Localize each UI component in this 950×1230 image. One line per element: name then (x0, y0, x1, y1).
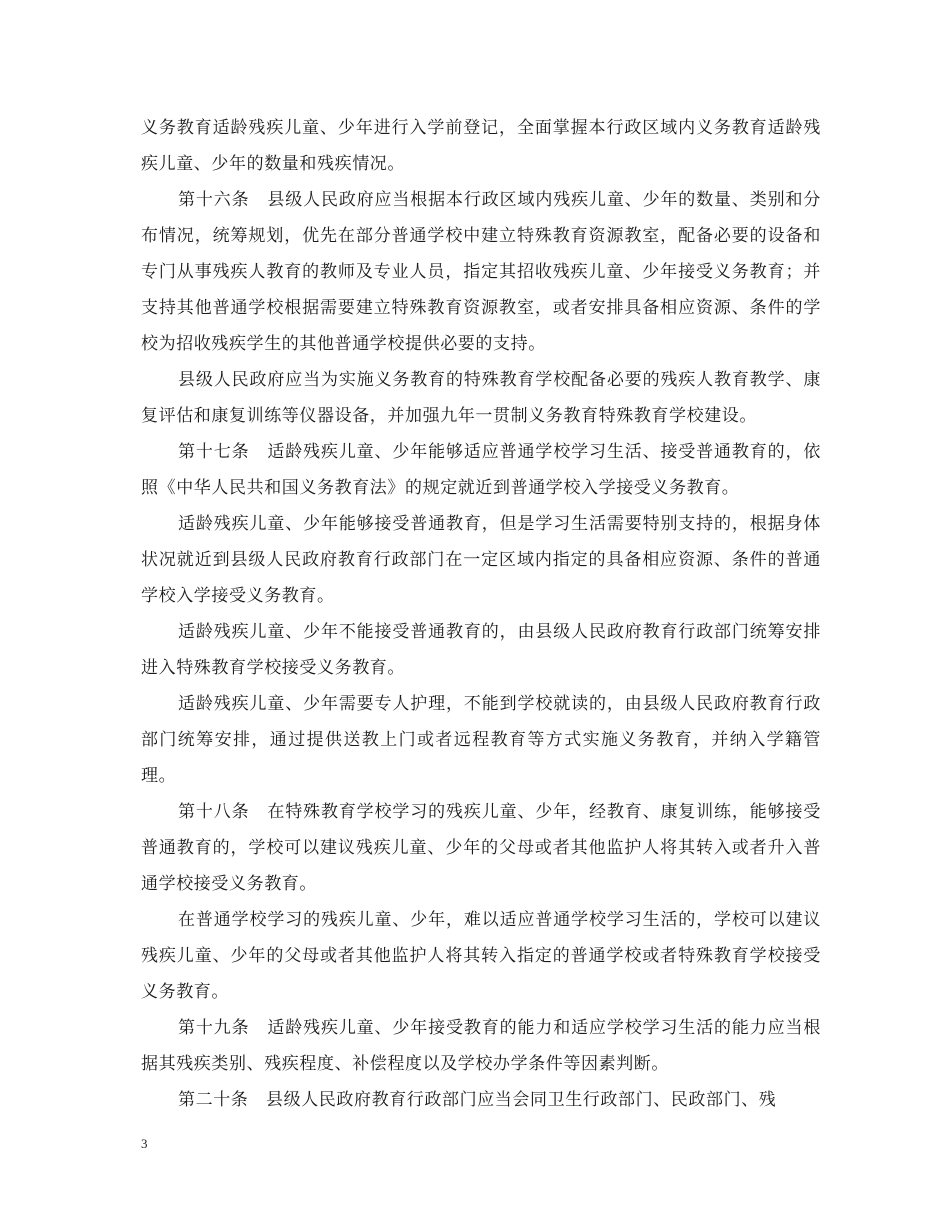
paragraph-9: 在普通学校学习的残疾儿童、少年，难以适应普通学校学习生活的，学校可以建议残疾儿童、少年的父母或者其他监护人将其转入指定的普通学校或者特殊教育学校接受义务教育。 (141, 910, 821, 1002)
paragraph-article-16: 第十六条 县级人民政府应当根据本行政区域内残疾儿童、少年的数量、类别和分布情况，统筹规划，优先在部分普通学校中建立特殊教育资源教室，配备必要的设备和专门从事残疾人教育的教师及专业人员，指定其招收残疾儿童、少年接受义务教育；并支持其他普通学校根据需要建立特殊教育资源教室，或者安排具备相应资源、条件的学校为招收残疾学生的其他普通学校提供必要的支持。 (141, 190, 821, 354)
paragraph-3: 县级人民政府应当为实施义务教育的特殊教育学校配备必要的残疾人教育教学、康复评估和康复训练等仪器设备，并加强九年一贯制义务教育特殊教育学校建设。 (141, 370, 821, 426)
paragraph-article-19: 第十九条 适龄残疾儿童、少年接受教育的能力和适应学校学习生活的能力应当根据其残疾类别、残疾程度、补偿程度以及学校办学条件等因素判断。 (141, 1018, 821, 1074)
page-number: 3 (141, 1136, 148, 1151)
paragraph-7: 适龄残疾儿童、少年需要专人护理，不能到学校就读的，由县级人民政府教育行政部门统筹安排，通过提供送教上门或者远程教育等方式实施义务教育，并纳入学籍管理。 (141, 694, 821, 786)
paragraph-article-20: 第二十条 县级人民政府教育行政部门应当会同卫生行政部门、民政部门、残 (178, 1090, 777, 1110)
paragraph-article-17: 第十七条 适龄残疾儿童、少年能够适应普通学校学习生活、接受普通教育的，依照《中华人民共和国义务教育法》的规定就近到普通学校入学接受义务教育。 (141, 442, 821, 498)
paragraph-1: 义务教育适龄残疾儿童、少年进行入学前登记，全面掌握本行政区域内义务教育适龄残疾儿童、少年的数量和残疾情况。 (141, 118, 821, 174)
paragraph-article-18: 第十八条 在特殊教育学校学习的残疾儿童、少年，经教育、康复训练，能够接受普通教育的，学校可以建议残疾儿童、少年的父母或者其他监护人将其转入或者升入普通学校接受义务教育。 (141, 802, 821, 894)
document-body (141, 110, 821, 1118)
paragraph-6: 适龄残疾儿童、少年不能接受普通教育的，由县级人民政府教育行政部门统筹安排进入特殊教育学校接受义务教育。 (141, 622, 821, 678)
paragraph-5: 适龄残疾儿童、少年能够接受普通教育，但是学习生活需要特别支持的，根据身体状况就近到县级人民政府教育行政部门在一定区域内指定的具备相应资源、条件的普通学校入学接受义务教育。 (141, 514, 821, 606)
